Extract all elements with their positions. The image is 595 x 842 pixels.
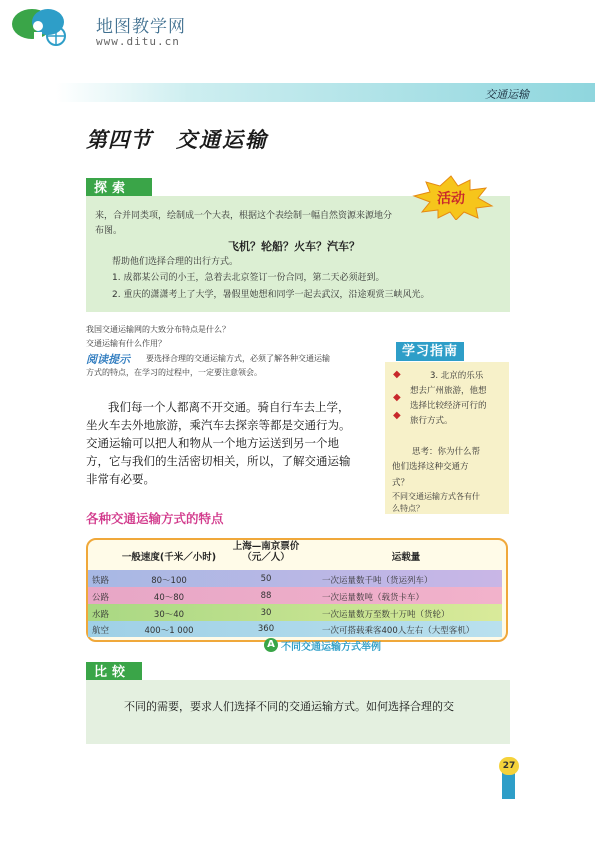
cell-speed: 400～1 000 [144, 626, 194, 636]
body-paragraph-line: 坐火车去外地旅游，乘汽车去探亲等都是交通行为。 [86, 418, 351, 432]
explore-text: 1. 成都某公司的小王，急着去北京签订一份合同，第二天必须赶到。 [112, 273, 385, 283]
reading-tip-text: 方式的特点，在学习的过程中，一定要注意领会。 [86, 368, 262, 377]
column-header-fare-line2: （元／人） [242, 552, 290, 563]
explore-tag: 探索 [86, 178, 152, 200]
section-title: 交通运输 [176, 128, 268, 152]
cell-mode: 公路 [92, 593, 110, 603]
activity-badge-label: 活动 [437, 191, 465, 207]
body-paragraph-line: 非常有必要。 [86, 472, 155, 486]
study-guide-text: 不同交通运输方式各有什 [392, 492, 480, 501]
figure-marker: A [264, 638, 278, 652]
cell-volume: 一次运量数吨（载货卡车） [322, 593, 425, 603]
body-paragraph-line: 我们每一个人都离不开交通。骑自行车去上学， [108, 400, 350, 414]
study-guide-text: 想去广州旅游，他想 [410, 386, 487, 396]
cell-fare: 88 [260, 591, 272, 601]
page-number: 27 [499, 757, 519, 775]
cell-volume: 一次运量数万至数十万吨（货轮） [322, 610, 450, 620]
body-paragraph-line: 方，它与我们的生活密切相关，所以，了解交通运输 [86, 454, 351, 468]
explore-text: 帮助他们选择合理的出行方式。 [112, 257, 239, 267]
compare-text: 不同的需要，要求人们选择不同的交通运输方式。如何选择合理的交 [124, 700, 454, 713]
column-header-fare [226, 541, 306, 563]
cell-volume: 一次运量数千吨（货运列车） [322, 576, 433, 586]
column-header-volume: 运载量 [391, 552, 421, 563]
compare-tag: 比较 [86, 662, 142, 684]
study-guide-text: 旅行方式。 [410, 416, 453, 426]
explore-question: 飞机？轮船？火车？汽车？ [228, 240, 360, 253]
study-guide-text: 他们选择这种交通方 [392, 462, 469, 472]
section-number: 第四节 [86, 128, 152, 152]
guiding-question: 我国交通运输网的大致分布特点是什么？ [86, 325, 230, 334]
site-url: www.ditu.cn [96, 35, 180, 48]
cell-speed: 30～40 [153, 610, 185, 620]
study-guide-text: 选择比较经济可行的 [410, 401, 487, 411]
study-guide-text: 思考：你为什么帮 [412, 447, 481, 457]
column-header-fare-line1: 上海—南京票价 [232, 541, 300, 552]
site-name: 地图教学网 [96, 17, 186, 37]
cell-speed: 80～100 [151, 576, 187, 586]
reading-tip-label: 阅读提示 [86, 353, 130, 366]
activity-badge [406, 174, 496, 220]
study-guide-text: 3. 北京的乐乐 [430, 371, 484, 381]
table-heading: 各种交通运输方式的特点 [86, 511, 224, 526]
tree-logo-icon [10, 6, 68, 52]
study-guide-text: 式？ [392, 478, 410, 488]
column-header-speed: 一般速度(千米／小时) [121, 552, 217, 563]
cell-fare: 50 [260, 574, 272, 584]
cell-mode: 水路 [92, 610, 110, 620]
cell-volume: 一次可搭载乘客400人左右（大型客机） [322, 626, 475, 636]
explore-text: 来，合并同类项，绘制成一个大表，根据这个表绘制一幅自然资源来源地分 [95, 211, 393, 221]
cell-mode: 铁路 [92, 576, 110, 586]
cell-speed: 40～80 [153, 593, 185, 603]
chapter-band-label: 交通运输 [485, 88, 529, 101]
body-paragraph-line: 交通运输可以把人和物从一个地方运送到另一个地 [86, 436, 339, 450]
explore-text: 2. 重庆的潇潇考上了大学，暑假里她想和同学一起去武汉，沿途观赏三峡风光。 [112, 290, 430, 300]
figure-caption: 不同交通运输方式举例 [281, 642, 381, 653]
study-guide-text: 么特点？ [392, 504, 424, 513]
diamond-bullet-icon: ◆ [393, 410, 401, 421]
study-guide-tag: 学习指南 [396, 342, 464, 361]
cell-fare: 360 [257, 624, 275, 634]
explore-text: 布图。 [95, 226, 123, 236]
cell-mode: 航空 [92, 626, 110, 636]
diamond-bullet-icon: ◆ [393, 392, 401, 403]
guiding-question: 交通运输有什么作用？ [86, 339, 166, 348]
reading-tip-text: 要选择合理的交通运输方式，必须了解各种交通运输 [146, 354, 330, 363]
cell-fare: 30 [260, 608, 272, 618]
diamond-bullet-icon: ◆ [393, 369, 401, 380]
